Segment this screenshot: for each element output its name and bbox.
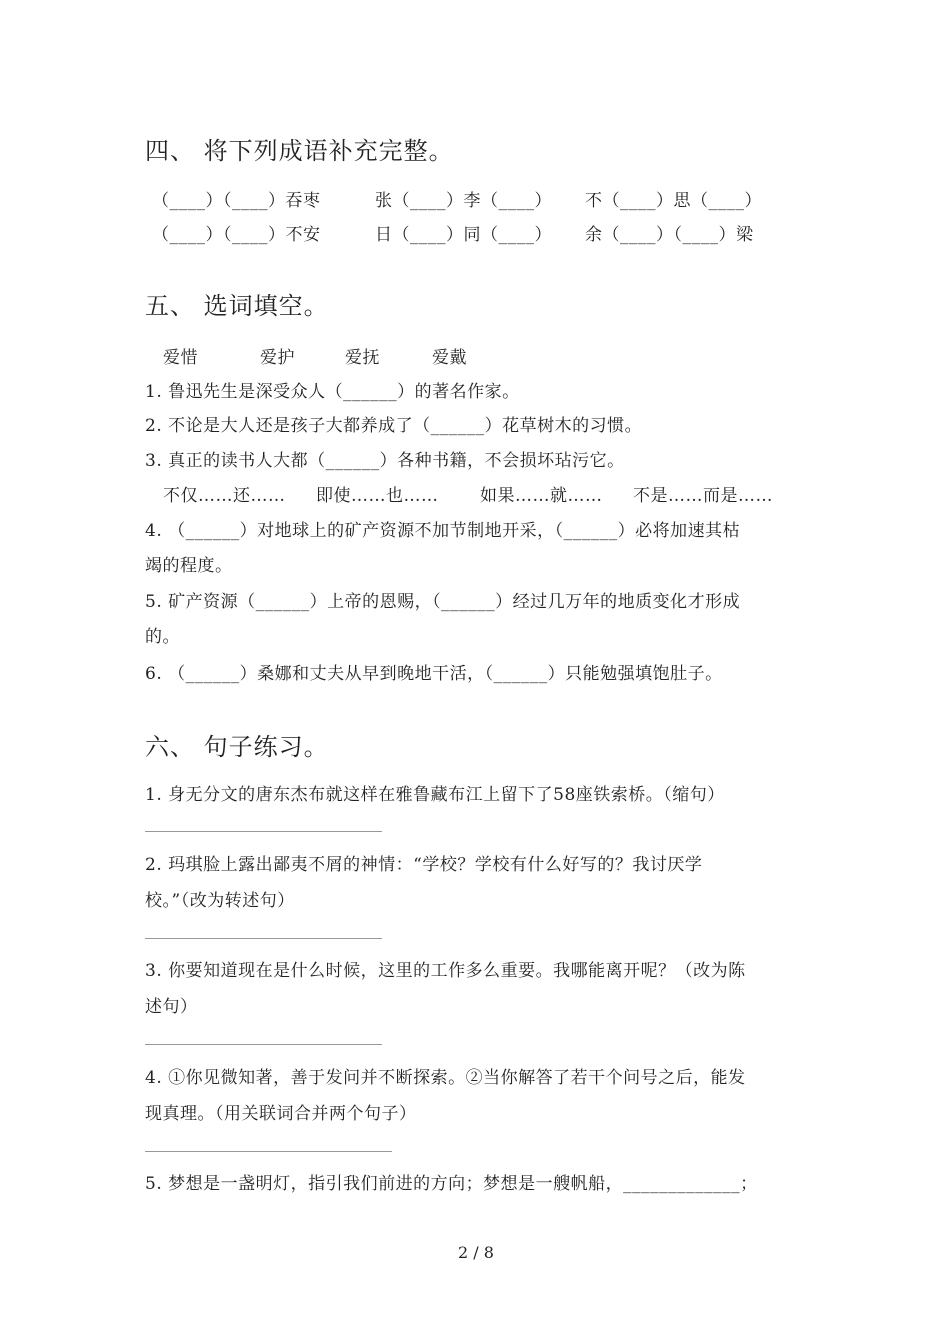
page-number: 2 / 8: [458, 1243, 494, 1262]
answer-line: [145, 938, 382, 939]
answer-line: [145, 1151, 392, 1152]
section-four-title: 四、 将下列成语补充完整。: [145, 137, 454, 165]
idiom-blank: 日（____）同（____）: [375, 225, 552, 245]
question-line: 3. 真正的读书人大都（______）各种书籍，不会损坏玷污它。: [145, 451, 625, 471]
word-bank-item: 不仅……还……: [163, 486, 286, 506]
answer-line: [145, 831, 382, 832]
idiom-blank: （____）（____）不安: [152, 225, 321, 245]
question-line: 校。”（改为转述句）: [145, 891, 295, 911]
word-bank-item: 爱戴: [432, 348, 467, 368]
word-bank-item: 不是……而是……: [633, 486, 773, 506]
question-line: 4. ①你见微知著，善于发问并不断探索。②当你解答了若干个问号之后，能发: [145, 1068, 746, 1088]
word-bank-item: 如果……就……: [480, 486, 603, 506]
idiom-blank: 张（____）李（____）: [375, 191, 552, 211]
idiom-blank: 不（____）思（____）: [585, 191, 762, 211]
word-bank-item: 爱抚: [345, 348, 380, 368]
question-line: 1. 鲁迅先生是深受众人（______）的著名作家。: [145, 382, 520, 402]
section-five-title: 五、 选词填空。: [145, 292, 329, 320]
word-bank-item: 爱护: [260, 348, 295, 368]
question-line: 竭的程度。: [145, 556, 233, 576]
question-line: 现真理。（用关联词合并两个句子）: [145, 1104, 417, 1124]
question-line: 2. 不论是大人还是孩子大都养成了（______）花草树木的习惯。: [145, 416, 643, 436]
section-six-title: 六、 句子练习。: [145, 733, 329, 761]
idiom-blank: 余（____）（____）梁: [585, 225, 754, 245]
question-line: 6. （______）桑娜和丈夫从早到晚地干活，（______）只能勉强填饱肚子。: [145, 664, 723, 684]
question-line: 4. （______）对地球上的矿产资源不加节制地开采，（______）必将加速其枯: [145, 521, 741, 541]
word-bank-item: 即使……也……: [316, 486, 439, 506]
answer-line: [145, 1044, 382, 1045]
word-bank-item: 爱惜: [163, 348, 198, 368]
question-line: 3. 你要知道现在是什么时候，这里的工作多么重要。我哪能离开呢？（改为陈: [145, 961, 746, 981]
question-line: 1. 身无分文的唐东杰布就这样在雅鲁藏布江上留下了58座铁索桥。（缩句）: [145, 785, 725, 805]
question-line: 的。: [145, 627, 180, 647]
question-line: 5. 矿产资源（______）上帝的恩赐，（______）经过几万年的地质变化才形成: [145, 592, 741, 612]
question-line: 述句）: [145, 997, 198, 1017]
question-line: 2. 玛琪脸上露出鄙夷不屑的神情：“学校？学校有什么好写的？我讨厌学: [145, 855, 703, 875]
question-line: 5. 梦想是一盏明灯，指引我们前进的方向；梦想是一艘帆船，_____________；: [145, 1174, 758, 1194]
idiom-blank: （____）（____）吞枣: [152, 191, 321, 211]
